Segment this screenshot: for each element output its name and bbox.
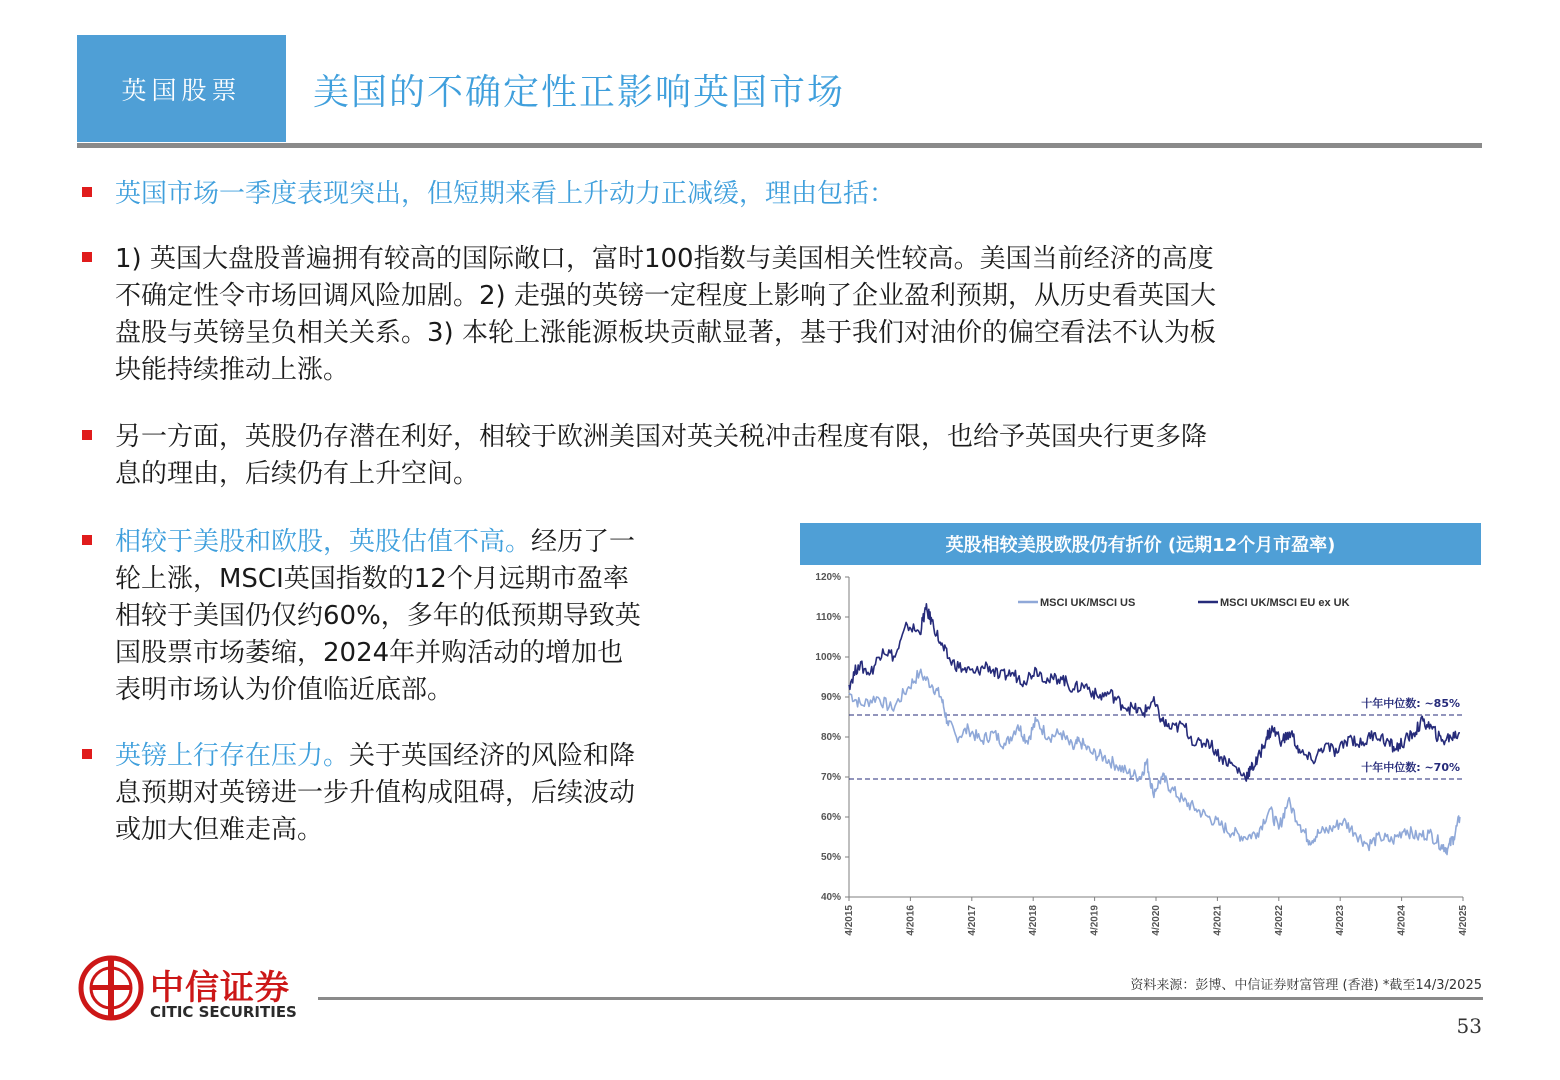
bullet-reasons-line: 盘股与英镑呈负相关关系。3) 本轮上涨能源板块贡献显著，基于我们对油价的偏空看法不认为板: [115, 318, 1216, 348]
bullet-valuation-line: 国股票市场萎缩，2024年并购活动的增加也: [115, 638, 624, 668]
legend-label: MSCI UK/MSCI EU ex UK: [1220, 597, 1350, 609]
bullet-valuation-line: 轮上涨，MSCI英国指数的12个月远期市盈率: [115, 564, 629, 594]
x-tick-label: 4/2020: [1151, 905, 1162, 936]
bullet-summary-text: 英国市场一季度表现突出，但短期来看上升动力正减缓，理由包括：: [115, 179, 896, 209]
x-tick-label: 4/2018: [1028, 905, 1040, 936]
bullet-gbp-text: 关于英国经济的风险和降: [349, 741, 636, 771]
x-tick-label: 4/2023: [1335, 905, 1347, 936]
y-tick-label: 70%: [820, 772, 841, 783]
y-tick-label: 90%: [820, 692, 841, 703]
y-tick-label: 120%: [815, 572, 841, 583]
legend-label: MSCI UK/MSCI US: [1040, 597, 1136, 609]
bullet-upside-line: 息的理由，后续仍有上升空间。: [115, 459, 480, 489]
chart-title: 英股相较美股欧股仍有折价 (远期12个月市盈率): [800, 523, 1481, 565]
bullet-valuation-line: 表明市场认为价值临近底部。: [115, 675, 454, 705]
bullet-square-icon: [82, 252, 92, 262]
bullet-reasons-line: 1) 英国大盘股普遍拥有较高的国际敞口，富时100指数与美国相关性较高。美国当前经济的高度: [115, 244, 1214, 274]
citic-logo: [78, 955, 144, 1025]
bullet-reasons-line: 块能持续推动上涨。: [115, 355, 350, 385]
bullet-valuation-highlight: 相较于美股和欧股，英股估值不高。: [115, 527, 532, 557]
bullet-valuation-line: 相较于美国仍仅约60%，多年的低预期导致英: [115, 601, 641, 631]
x-tick-label: 4/2022: [1273, 905, 1285, 936]
bullet-valuation-text: 经历了一: [531, 527, 636, 557]
bullet-square-icon: [82, 430, 92, 440]
bullet-upside: [115, 419, 1207, 493]
page-number: 53: [1456, 1014, 1482, 1038]
x-tick-label: 4/2016: [905, 905, 917, 936]
y-tick-label: 60%: [820, 812, 841, 823]
bullet-gbp-line: 息预期对英镑进一步升值构成阻碍，后续波动: [115, 778, 636, 808]
x-tick-label: 4/2019: [1089, 905, 1101, 936]
x-tick-label: 4/2017: [966, 905, 978, 936]
median-label: 十年中位数: ~85%: [1361, 697, 1460, 710]
bullet-square-icon: [82, 749, 92, 759]
bullet-gbp-highlight: 英镑上行存在压力。: [115, 741, 350, 771]
source-note: 资料来源：彭博、中信证券财富管理 (香港) *截至14/3/2025: [1130, 978, 1482, 993]
bullet-reasons-line: 不确定性令市场回调风险加剧。2) 走强的英镑一定程度上影响了企业盈利预期，从历史看英国大: [115, 281, 1216, 311]
y-tick-label: 50%: [820, 852, 841, 863]
y-tick-label: 40%: [820, 892, 841, 903]
y-tick-label: 110%: [815, 612, 841, 623]
pe-ratio-chart: [800, 565, 1481, 945]
x-tick-label: 4/2015: [844, 905, 855, 936]
bullet-gbp: [115, 738, 635, 849]
x-tick-label: 4/2021: [1212, 905, 1224, 936]
logo-chinese-name: 中信证券: [150, 968, 290, 1008]
median-label: 十年中位数: ~70%: [1361, 761, 1460, 774]
y-tick-label: 100%: [815, 652, 841, 663]
page-title: 美国的不确定性正影响英国市场: [313, 72, 846, 113]
x-tick-label: 4/2024: [1396, 905, 1408, 936]
bullet-summary: [115, 176, 895, 213]
bullet-upside-line: 另一方面，英股仍存潜在利好，相较于欧洲美国对英关税冲击程度有限，也给予英国央行更多降: [115, 422, 1208, 452]
bullet-valuation: [115, 524, 641, 709]
title-divider: [77, 143, 1482, 148]
series-line: [849, 604, 1460, 781]
x-tick-label: 4/2025: [1458, 905, 1469, 936]
bullet-square-icon: [82, 535, 92, 545]
y-tick-label: 80%: [820, 732, 841, 743]
bullet-reasons: [115, 241, 1216, 389]
footer-divider: [318, 997, 1483, 1000]
bullet-square-icon: [82, 187, 92, 197]
citic-logo-icon: [78, 955, 144, 1021]
logo-english-name: CITIC SECURITIES: [150, 1003, 297, 1021]
section-tag: 英国股票: [77, 35, 286, 142]
bullet-gbp-line: 或加大但难走高。: [115, 815, 324, 845]
